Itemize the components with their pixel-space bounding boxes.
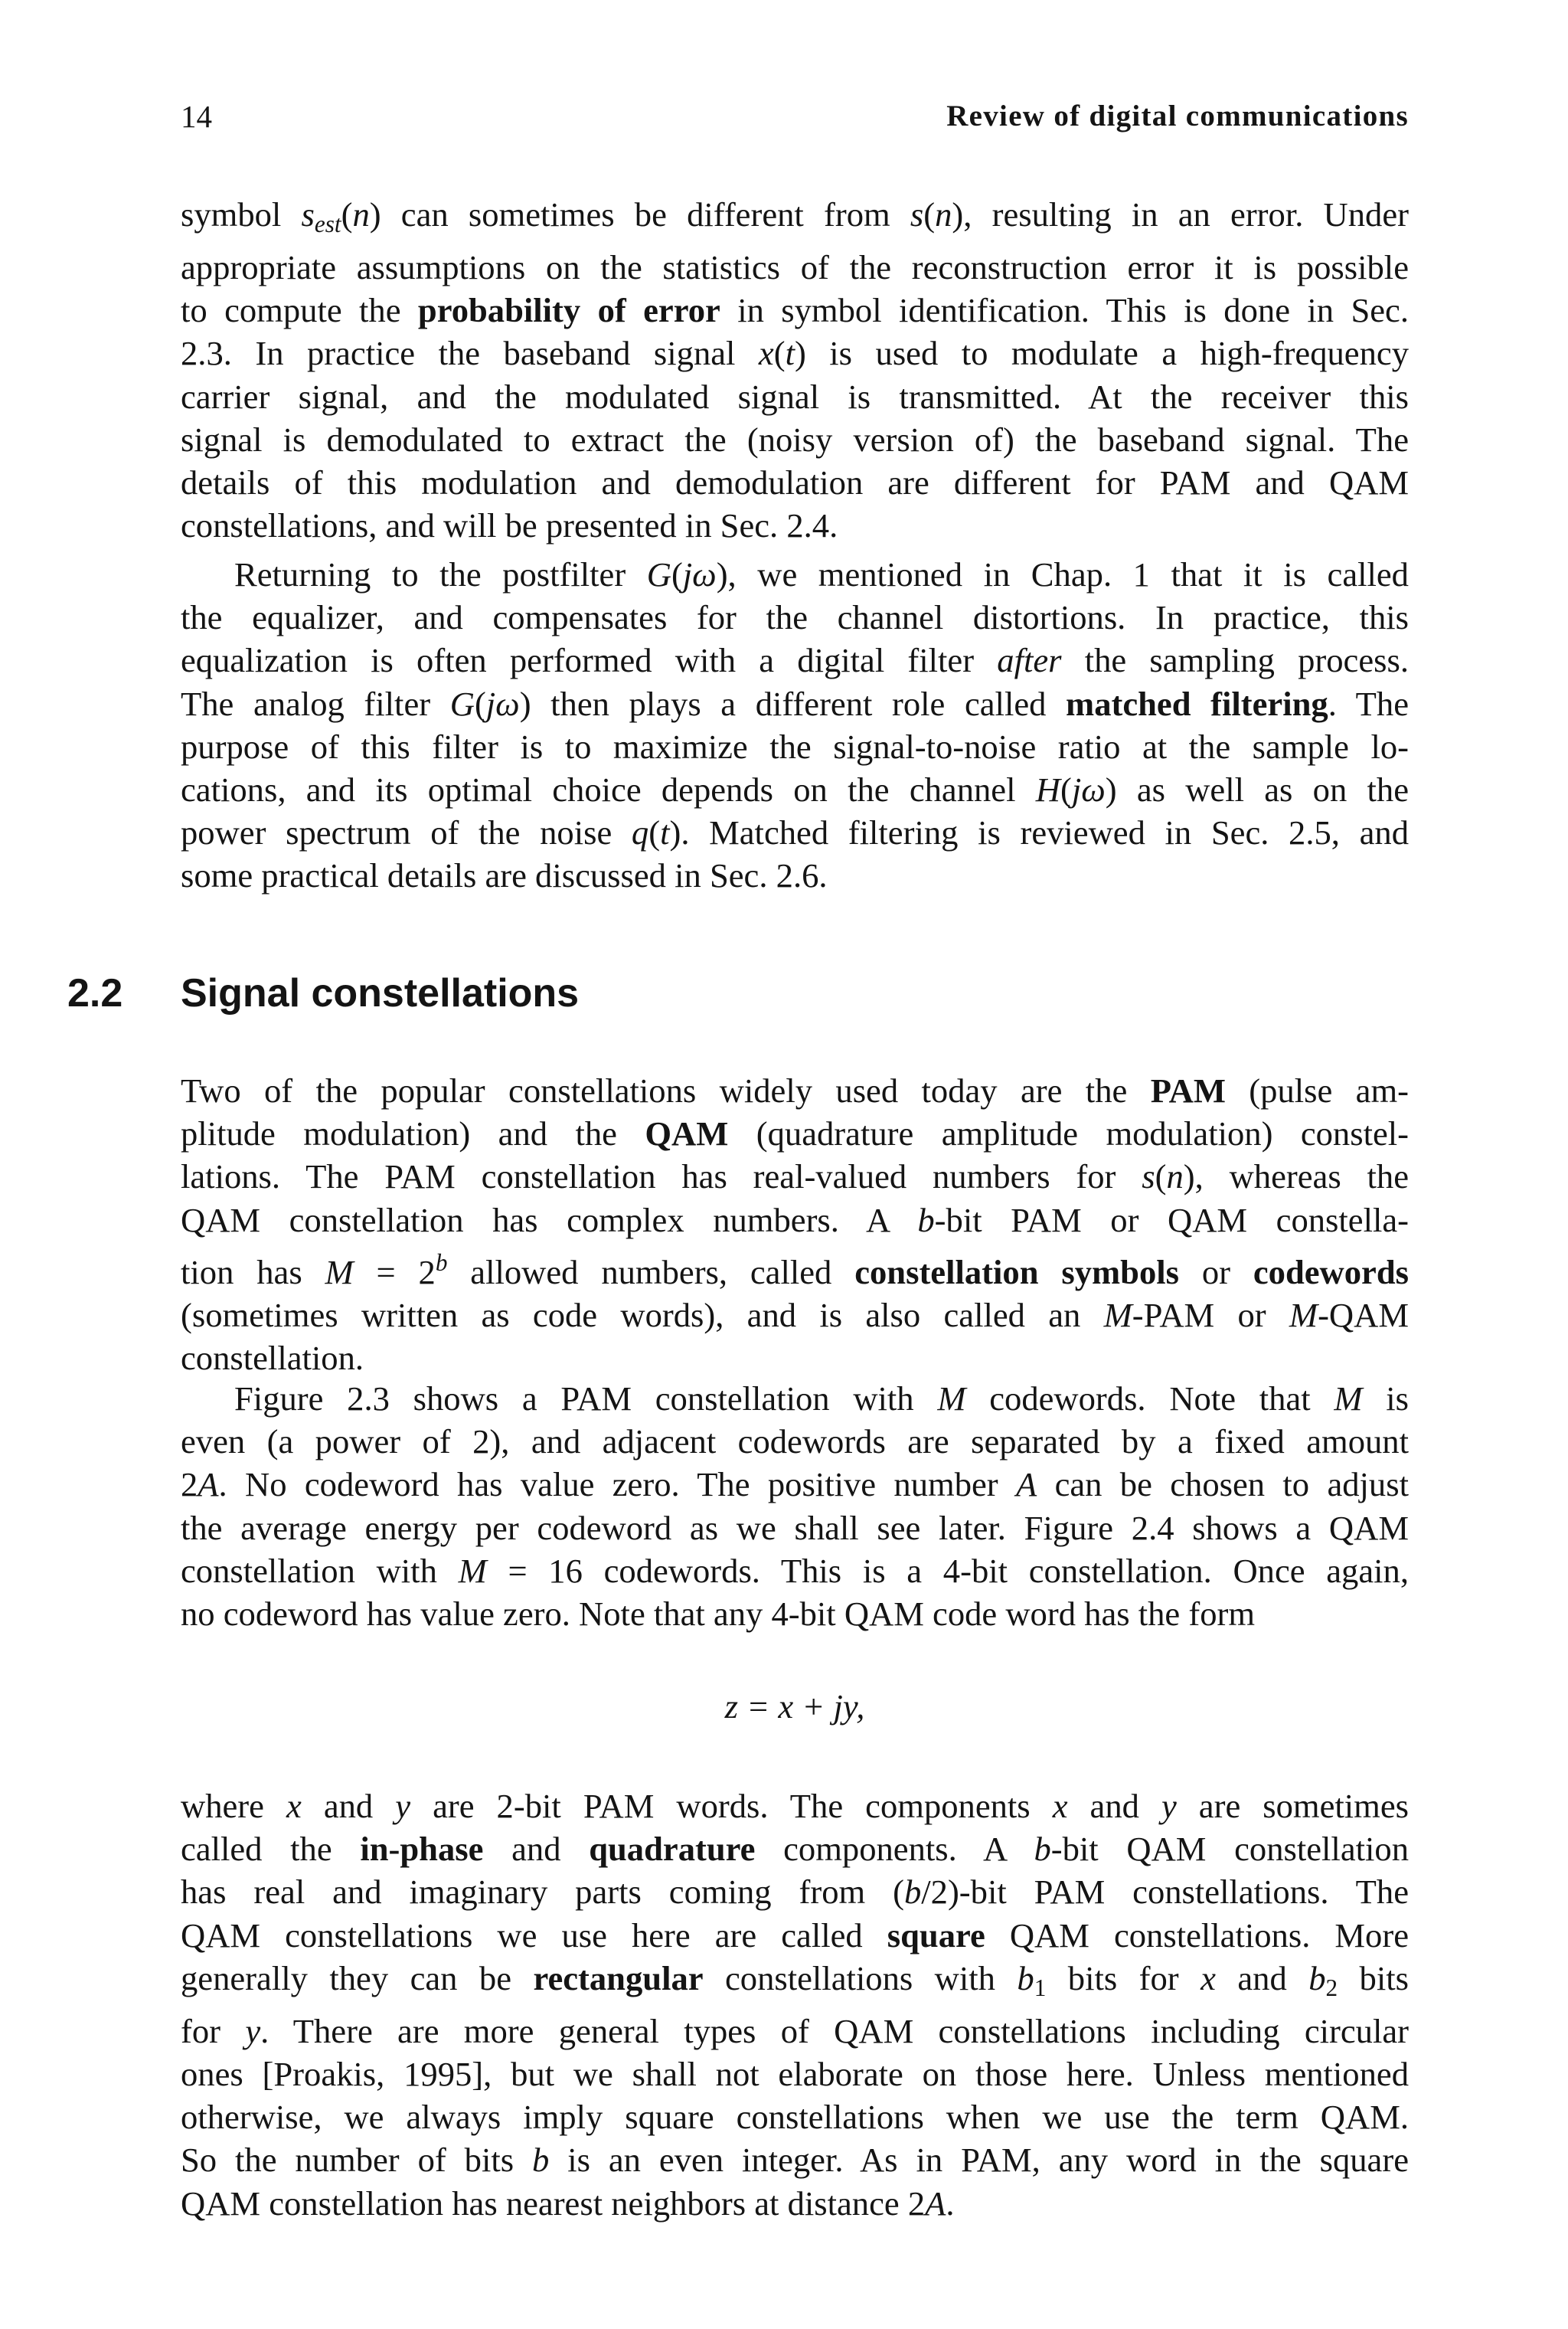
equation: z = x + jy,	[724, 1687, 865, 1725]
running-head: Review of digital communications	[946, 100, 1409, 132]
page-header	[181, 95, 1409, 141]
paragraph-1: symbol $s_{est}(n)$ can sometimes be different from s(n), resulting in an error. Under appropriate assumptions on the statistics of the reconstruction error it is possible to compute the probability of error in symbol identification. This is done in Sec. 2.3. In practice the baseband signal x(t) is used to modulate a high-frequency carrier signal, and the modulated signal is transmitted. At the receiver this signal is demodulated to extract the (noisy version of) the baseband signal. The details of this modulation and demodulation are different for PAM and QAM constellations, and will be presented in Sec. 2.4.	[181, 195, 1410, 545]
paragraph-4: Figure 2.3 shows a PAM constellation with M codewords. Note that M is even (a power of 2), and adjacent codewords are separated by a fixed amount 2A. No codeword has value zero. The positive number A can be chosen to adjust the average energy per codeword as we shall see later. Figure 2.4 shows a QAM constellation with M = 16 codewords. This is a 4-bit constellation. Once again, no codeword has value zero. Note that any 4-bit QAM code word has the form	[181, 1379, 1409, 1634]
section-number: 2.2	[67, 971, 123, 1016]
page-number: 14	[181, 99, 212, 134]
paragraph-2: Returning to the postfilter G(jω), we mentioned in Chap. 1 that it is called the equalizer, and compensates for the channel distortions. In practice, this equalization is often performed with a digital filter after the sampling process. The analog filter G(jω) then plays a different role called matched filtering. The purpose of this filter is to maximize the signal-to-noise ratio at the sample lo- cations, and its optimal choice depends on the channel H(jω) as well as on the power spectrum of the noise q(t). Matched filtering is reviewed in Sec. 2.5, and some practical details are discussed in Sec. 2.6.	[181, 555, 1409, 895]
paragraph-3: Two of the popular constellations widely used today are the PAM (pulse am- plitude modulation) and the QAM (quadrature amplitude modulation) constel- lations. The PAM constellation has real-valued numbers for s(n), whereas the QAM constellation has complex numbers. A b-bit PAM or QAM constella- tion has $M = 2^b$ allowed numbers, called constellation symbols or codewords (sometimes written as code words), and is also called an M-PAM or M-QAM constellation.	[181, 1071, 1410, 1378]
section-title: Signal constellations	[181, 971, 580, 1016]
paragraph-5: where x and y are 2-bit PAM words. The components x and y are sometimes called the in-phase and quadrature components. A b-bit QAM constellation has real and imaginary parts coming from (b/2)-bit PAM constellations. The QAM constellations we use here are called square QAM constellations. More generally they can be rectangular constellations with $b_1$ bits for x and $b_2$ bits for y. There are more general types of QAM constellations including circular ones [Proakis, 1995], but we shall not elaborate on those here. Unless mentioned otherwise, we always imply square constellations when we use the term QAM. So the number of bits b is an even integer. As in PAM, any word in the square QAM constellation has nearest neighbors at distance 2A.	[181, 1787, 1410, 2223]
